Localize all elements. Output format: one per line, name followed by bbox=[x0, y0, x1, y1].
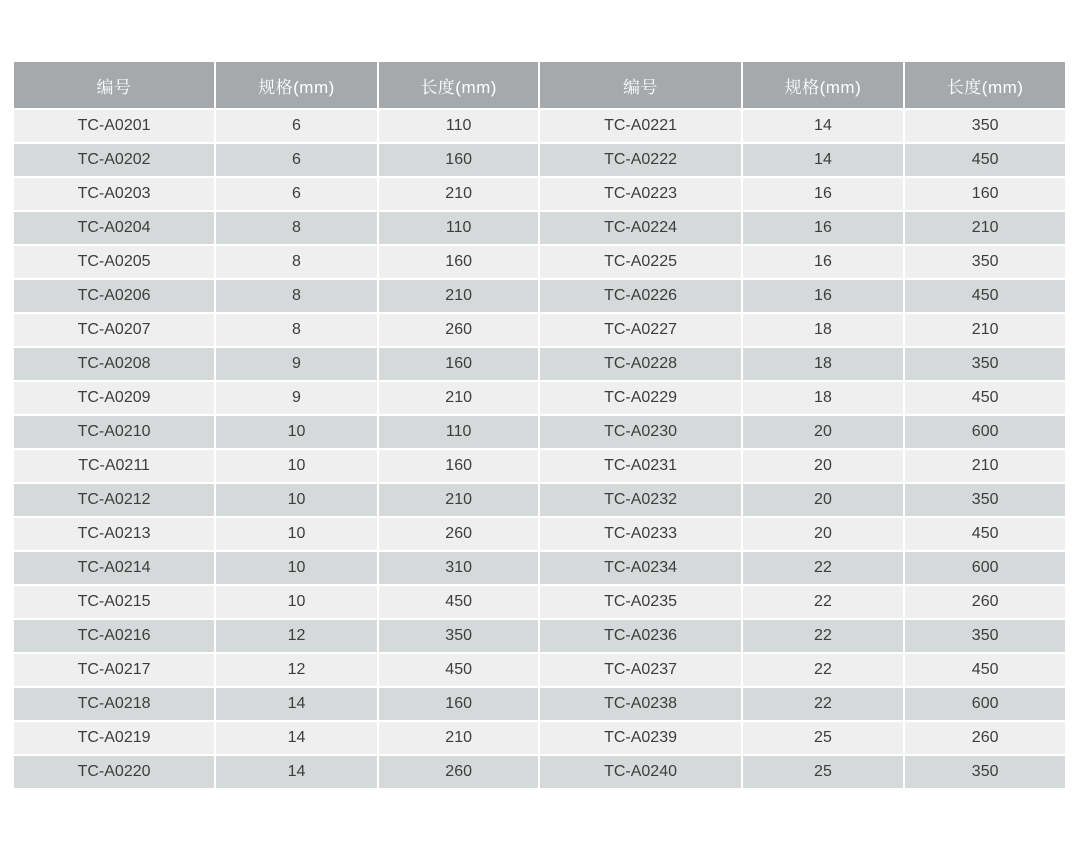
length-cell: 450 bbox=[379, 586, 539, 618]
length-cell: 210 bbox=[379, 722, 539, 754]
table-row bbox=[14, 586, 1065, 618]
length-cell: 600 bbox=[905, 416, 1065, 448]
code-cell: TC-A0238 bbox=[540, 688, 740, 720]
spec-cell: 18 bbox=[743, 314, 904, 346]
code-cell: TC-A0236 bbox=[540, 620, 740, 652]
table-row bbox=[14, 518, 1065, 550]
table-row bbox=[14, 144, 1065, 176]
spec-cell: 25 bbox=[743, 722, 904, 754]
column-header: 编号 bbox=[14, 62, 214, 108]
code-cell: TC-A0224 bbox=[540, 212, 740, 244]
length-cell: 210 bbox=[905, 314, 1065, 346]
code-cell: TC-A0202 bbox=[14, 144, 214, 176]
spec-cell: 8 bbox=[216, 280, 377, 312]
spec-cell: 20 bbox=[743, 450, 904, 482]
column-header: 长度(mm) bbox=[379, 62, 539, 108]
spec-table bbox=[12, 60, 1067, 790]
length-cell: 450 bbox=[379, 654, 539, 686]
code-cell: TC-A0215 bbox=[14, 586, 214, 618]
table-row bbox=[14, 178, 1065, 210]
table-row bbox=[14, 654, 1065, 686]
code-cell: TC-A0212 bbox=[14, 484, 214, 516]
spec-cell: 22 bbox=[743, 586, 904, 618]
spec-cell: 22 bbox=[743, 552, 904, 584]
length-cell: 350 bbox=[905, 348, 1065, 380]
table-body bbox=[14, 110, 1065, 788]
spec-cell: 14 bbox=[743, 144, 904, 176]
code-cell: TC-A0226 bbox=[540, 280, 740, 312]
spec-cell: 8 bbox=[216, 212, 377, 244]
code-cell: TC-A0223 bbox=[540, 178, 740, 210]
length-cell: 210 bbox=[905, 450, 1065, 482]
table-row bbox=[14, 314, 1065, 346]
length-cell: 310 bbox=[379, 552, 539, 584]
spec-cell: 20 bbox=[743, 518, 904, 550]
code-cell: TC-A0205 bbox=[14, 246, 214, 278]
column-header: 长度(mm) bbox=[905, 62, 1065, 108]
code-cell: TC-A0214 bbox=[14, 552, 214, 584]
column-header: 规格(mm) bbox=[743, 62, 904, 108]
spec-cell: 6 bbox=[216, 144, 377, 176]
table-row bbox=[14, 722, 1065, 754]
spec-cell: 10 bbox=[216, 450, 377, 482]
table-row bbox=[14, 280, 1065, 312]
spec-cell: 22 bbox=[743, 654, 904, 686]
length-cell: 260 bbox=[379, 314, 539, 346]
length-cell: 160 bbox=[379, 688, 539, 720]
code-cell: TC-A0239 bbox=[540, 722, 740, 754]
table-row bbox=[14, 110, 1065, 142]
code-cell: TC-A0234 bbox=[540, 552, 740, 584]
code-cell: TC-A0232 bbox=[540, 484, 740, 516]
length-cell: 450 bbox=[905, 654, 1065, 686]
code-cell: TC-A0231 bbox=[540, 450, 740, 482]
spec-cell: 6 bbox=[216, 110, 377, 142]
spec-cell: 18 bbox=[743, 382, 904, 414]
spec-cell: 18 bbox=[743, 348, 904, 380]
table-row bbox=[14, 756, 1065, 788]
code-cell: TC-A0209 bbox=[14, 382, 214, 414]
spec-cell: 25 bbox=[743, 756, 904, 788]
length-cell: 260 bbox=[905, 586, 1065, 618]
length-cell: 600 bbox=[905, 688, 1065, 720]
column-header: 规格(mm) bbox=[216, 62, 377, 108]
spec-cell: 16 bbox=[743, 212, 904, 244]
table-row bbox=[14, 450, 1065, 482]
spec-cell: 14 bbox=[216, 722, 377, 754]
table-row bbox=[14, 348, 1065, 380]
code-cell: TC-A0221 bbox=[540, 110, 740, 142]
length-cell: 210 bbox=[905, 212, 1065, 244]
length-cell: 110 bbox=[379, 110, 539, 142]
length-cell: 160 bbox=[379, 144, 539, 176]
table-row bbox=[14, 620, 1065, 652]
spec-cell: 10 bbox=[216, 586, 377, 618]
spec-cell: 14 bbox=[216, 756, 377, 788]
length-cell: 260 bbox=[379, 518, 539, 550]
length-cell: 350 bbox=[905, 756, 1065, 788]
length-cell: 160 bbox=[379, 246, 539, 278]
spec-cell: 12 bbox=[216, 654, 377, 686]
code-cell: TC-A0235 bbox=[540, 586, 740, 618]
length-cell: 450 bbox=[905, 144, 1065, 176]
spec-cell: 12 bbox=[216, 620, 377, 652]
spec-cell: 10 bbox=[216, 552, 377, 584]
length-cell: 210 bbox=[379, 280, 539, 312]
code-cell: TC-A0207 bbox=[14, 314, 214, 346]
code-cell: TC-A0206 bbox=[14, 280, 214, 312]
table-row bbox=[14, 212, 1065, 244]
length-cell: 450 bbox=[905, 382, 1065, 414]
spec-cell: 10 bbox=[216, 518, 377, 550]
code-cell: TC-A0233 bbox=[540, 518, 740, 550]
spec-cell: 10 bbox=[216, 416, 377, 448]
table-row bbox=[14, 484, 1065, 516]
code-cell: TC-A0217 bbox=[14, 654, 214, 686]
code-cell: TC-A0204 bbox=[14, 212, 214, 244]
spec-cell: 20 bbox=[743, 484, 904, 516]
spec-cell: 22 bbox=[743, 620, 904, 652]
code-cell: TC-A0227 bbox=[540, 314, 740, 346]
code-cell: TC-A0210 bbox=[14, 416, 214, 448]
length-cell: 350 bbox=[905, 620, 1065, 652]
code-cell: TC-A0219 bbox=[14, 722, 214, 754]
table-row bbox=[14, 246, 1065, 278]
length-cell: 600 bbox=[905, 552, 1065, 584]
spec-cell: 16 bbox=[743, 246, 904, 278]
length-cell: 110 bbox=[379, 212, 539, 244]
table-row bbox=[14, 552, 1065, 584]
length-cell: 450 bbox=[905, 518, 1065, 550]
length-cell: 210 bbox=[379, 382, 539, 414]
spec-cell: 8 bbox=[216, 246, 377, 278]
code-cell: TC-A0222 bbox=[540, 144, 740, 176]
spec-cell: 6 bbox=[216, 178, 377, 210]
length-cell: 350 bbox=[379, 620, 539, 652]
length-cell: 350 bbox=[905, 246, 1065, 278]
table-row bbox=[14, 688, 1065, 720]
code-cell: TC-A0203 bbox=[14, 178, 214, 210]
spec-cell: 9 bbox=[216, 348, 377, 380]
column-header: 编号 bbox=[540, 62, 740, 108]
code-cell: TC-A0228 bbox=[540, 348, 740, 380]
table-row bbox=[14, 416, 1065, 448]
spec-cell: 10 bbox=[216, 484, 377, 516]
length-cell: 260 bbox=[379, 756, 539, 788]
code-cell: TC-A0216 bbox=[14, 620, 214, 652]
length-cell: 160 bbox=[379, 348, 539, 380]
table-header bbox=[14, 62, 1065, 108]
code-cell: TC-A0218 bbox=[14, 688, 214, 720]
length-cell: 160 bbox=[905, 178, 1065, 210]
code-cell: TC-A0237 bbox=[540, 654, 740, 686]
length-cell: 350 bbox=[905, 110, 1065, 142]
length-cell: 450 bbox=[905, 280, 1065, 312]
table-header-row bbox=[14, 62, 1065, 108]
code-cell: TC-A0220 bbox=[14, 756, 214, 788]
code-cell: TC-A0213 bbox=[14, 518, 214, 550]
code-cell: TC-A0229 bbox=[540, 382, 740, 414]
spec-cell: 9 bbox=[216, 382, 377, 414]
code-cell: TC-A0230 bbox=[540, 416, 740, 448]
code-cell: TC-A0211 bbox=[14, 450, 214, 482]
spec-cell: 22 bbox=[743, 688, 904, 720]
length-cell: 350 bbox=[905, 484, 1065, 516]
code-cell: TC-A0240 bbox=[540, 756, 740, 788]
length-cell: 160 bbox=[379, 450, 539, 482]
spec-cell: 14 bbox=[216, 688, 377, 720]
length-cell: 210 bbox=[379, 484, 539, 516]
code-cell: TC-A0225 bbox=[540, 246, 740, 278]
length-cell: 110 bbox=[379, 416, 539, 448]
spec-cell: 8 bbox=[216, 314, 377, 346]
code-cell: TC-A0208 bbox=[14, 348, 214, 380]
spec-cell: 14 bbox=[743, 110, 904, 142]
length-cell: 210 bbox=[379, 178, 539, 210]
spec-cell: 16 bbox=[743, 178, 904, 210]
table-row bbox=[14, 382, 1065, 414]
length-cell: 260 bbox=[905, 722, 1065, 754]
spec-cell: 20 bbox=[743, 416, 904, 448]
code-cell: TC-A0201 bbox=[14, 110, 214, 142]
spec-cell: 16 bbox=[743, 280, 904, 312]
